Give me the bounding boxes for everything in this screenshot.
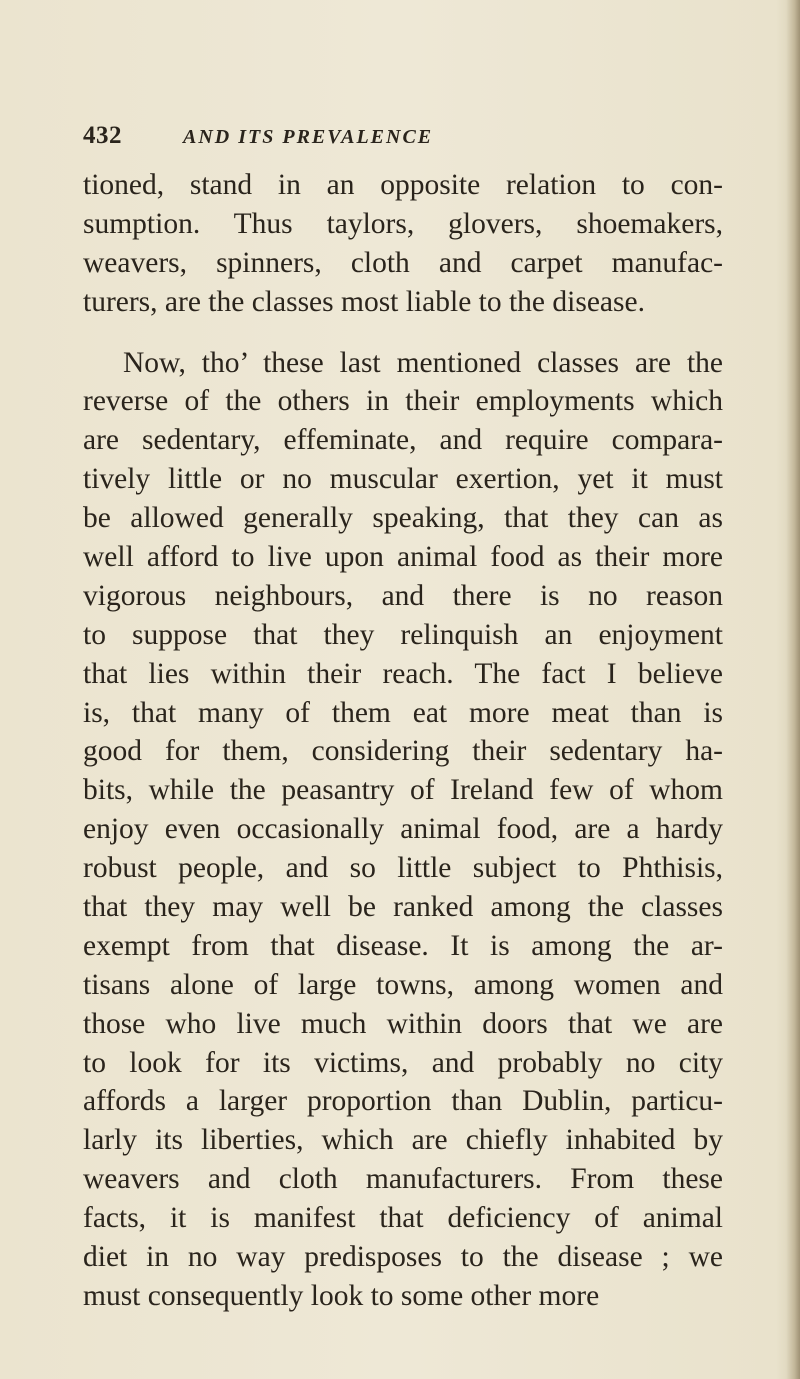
text-line: tively little or no muscular exertion, yet it must <box>83 463 723 496</box>
text-line: to suppose that they relinquish an enjoyment <box>83 618 723 651</box>
text-line: weavers, spinners, cloth and carpet manufac- <box>83 246 723 279</box>
text-line: bits, while the peasantry of Ireland few of whom <box>83 774 723 807</box>
text-line: tioned, stand in an opposite relation to con- <box>83 169 723 201</box>
running-head: AND ITS PREVALENCE <box>183 126 434 148</box>
text-line: well afford to live upon animal food as their more <box>83 541 723 574</box>
text-line: larly its liberties, which are chiefly inhabited by <box>83 1124 723 1157</box>
text-line: reverse of the others in their employments which <box>83 385 723 418</box>
text-line: must consequently look to some other more <box>83 1279 600 1312</box>
text-line: to look for its victims, and probably no city <box>83 1046 723 1079</box>
text-line: robust people, and so little subject to Phthisis, <box>83 852 723 885</box>
text-line: affords a larger proportion than Dublin, particu- <box>83 1085 723 1118</box>
text-line: that lies within their reach. The fact I believe <box>83 657 723 690</box>
text-line: turers, are the classes most liable to the disease. <box>83 285 645 318</box>
text-line: that they may well be ranked among the classes <box>83 891 723 924</box>
text-line: be allowed generally speaking, that they can as <box>83 502 723 535</box>
text-line: vigorous neighbours, and there is no reason <box>83 579 723 612</box>
page-header <box>83 122 723 162</box>
body-text <box>83 166 723 1316</box>
page-number: 432 <box>83 122 122 149</box>
text-line: enjoy even occasionally animal food, are a hardy <box>83 813 723 846</box>
text-line: facts, it is manifest that deficiency of animal <box>83 1202 723 1235</box>
text-line: Now, tho’ these last mentioned classes are the <box>123 346 723 379</box>
text-line: those who live much within doors that we are <box>83 1007 723 1040</box>
text-line: good for them, considering their sedentary ha- <box>83 735 723 768</box>
text-line: is, that many of them eat more meat than is <box>83 696 723 729</box>
text-line: tisans alone of large towns, among women and <box>83 968 723 1001</box>
text-line: are sedentary, effeminate, and require compara- <box>83 424 723 457</box>
text-line: sumption. Thus taylors, glovers, shoemakers, <box>83 207 723 240</box>
text-line: weavers and cloth manufacturers. From these <box>83 1163 723 1196</box>
paragraph-gap <box>83 322 723 344</box>
page-edge-shadow <box>786 0 800 1379</box>
text-line: exempt from that disease. It is among the ar- <box>83 929 723 962</box>
text-line: diet in no way predisposes to the disease ; we <box>83 1241 723 1274</box>
